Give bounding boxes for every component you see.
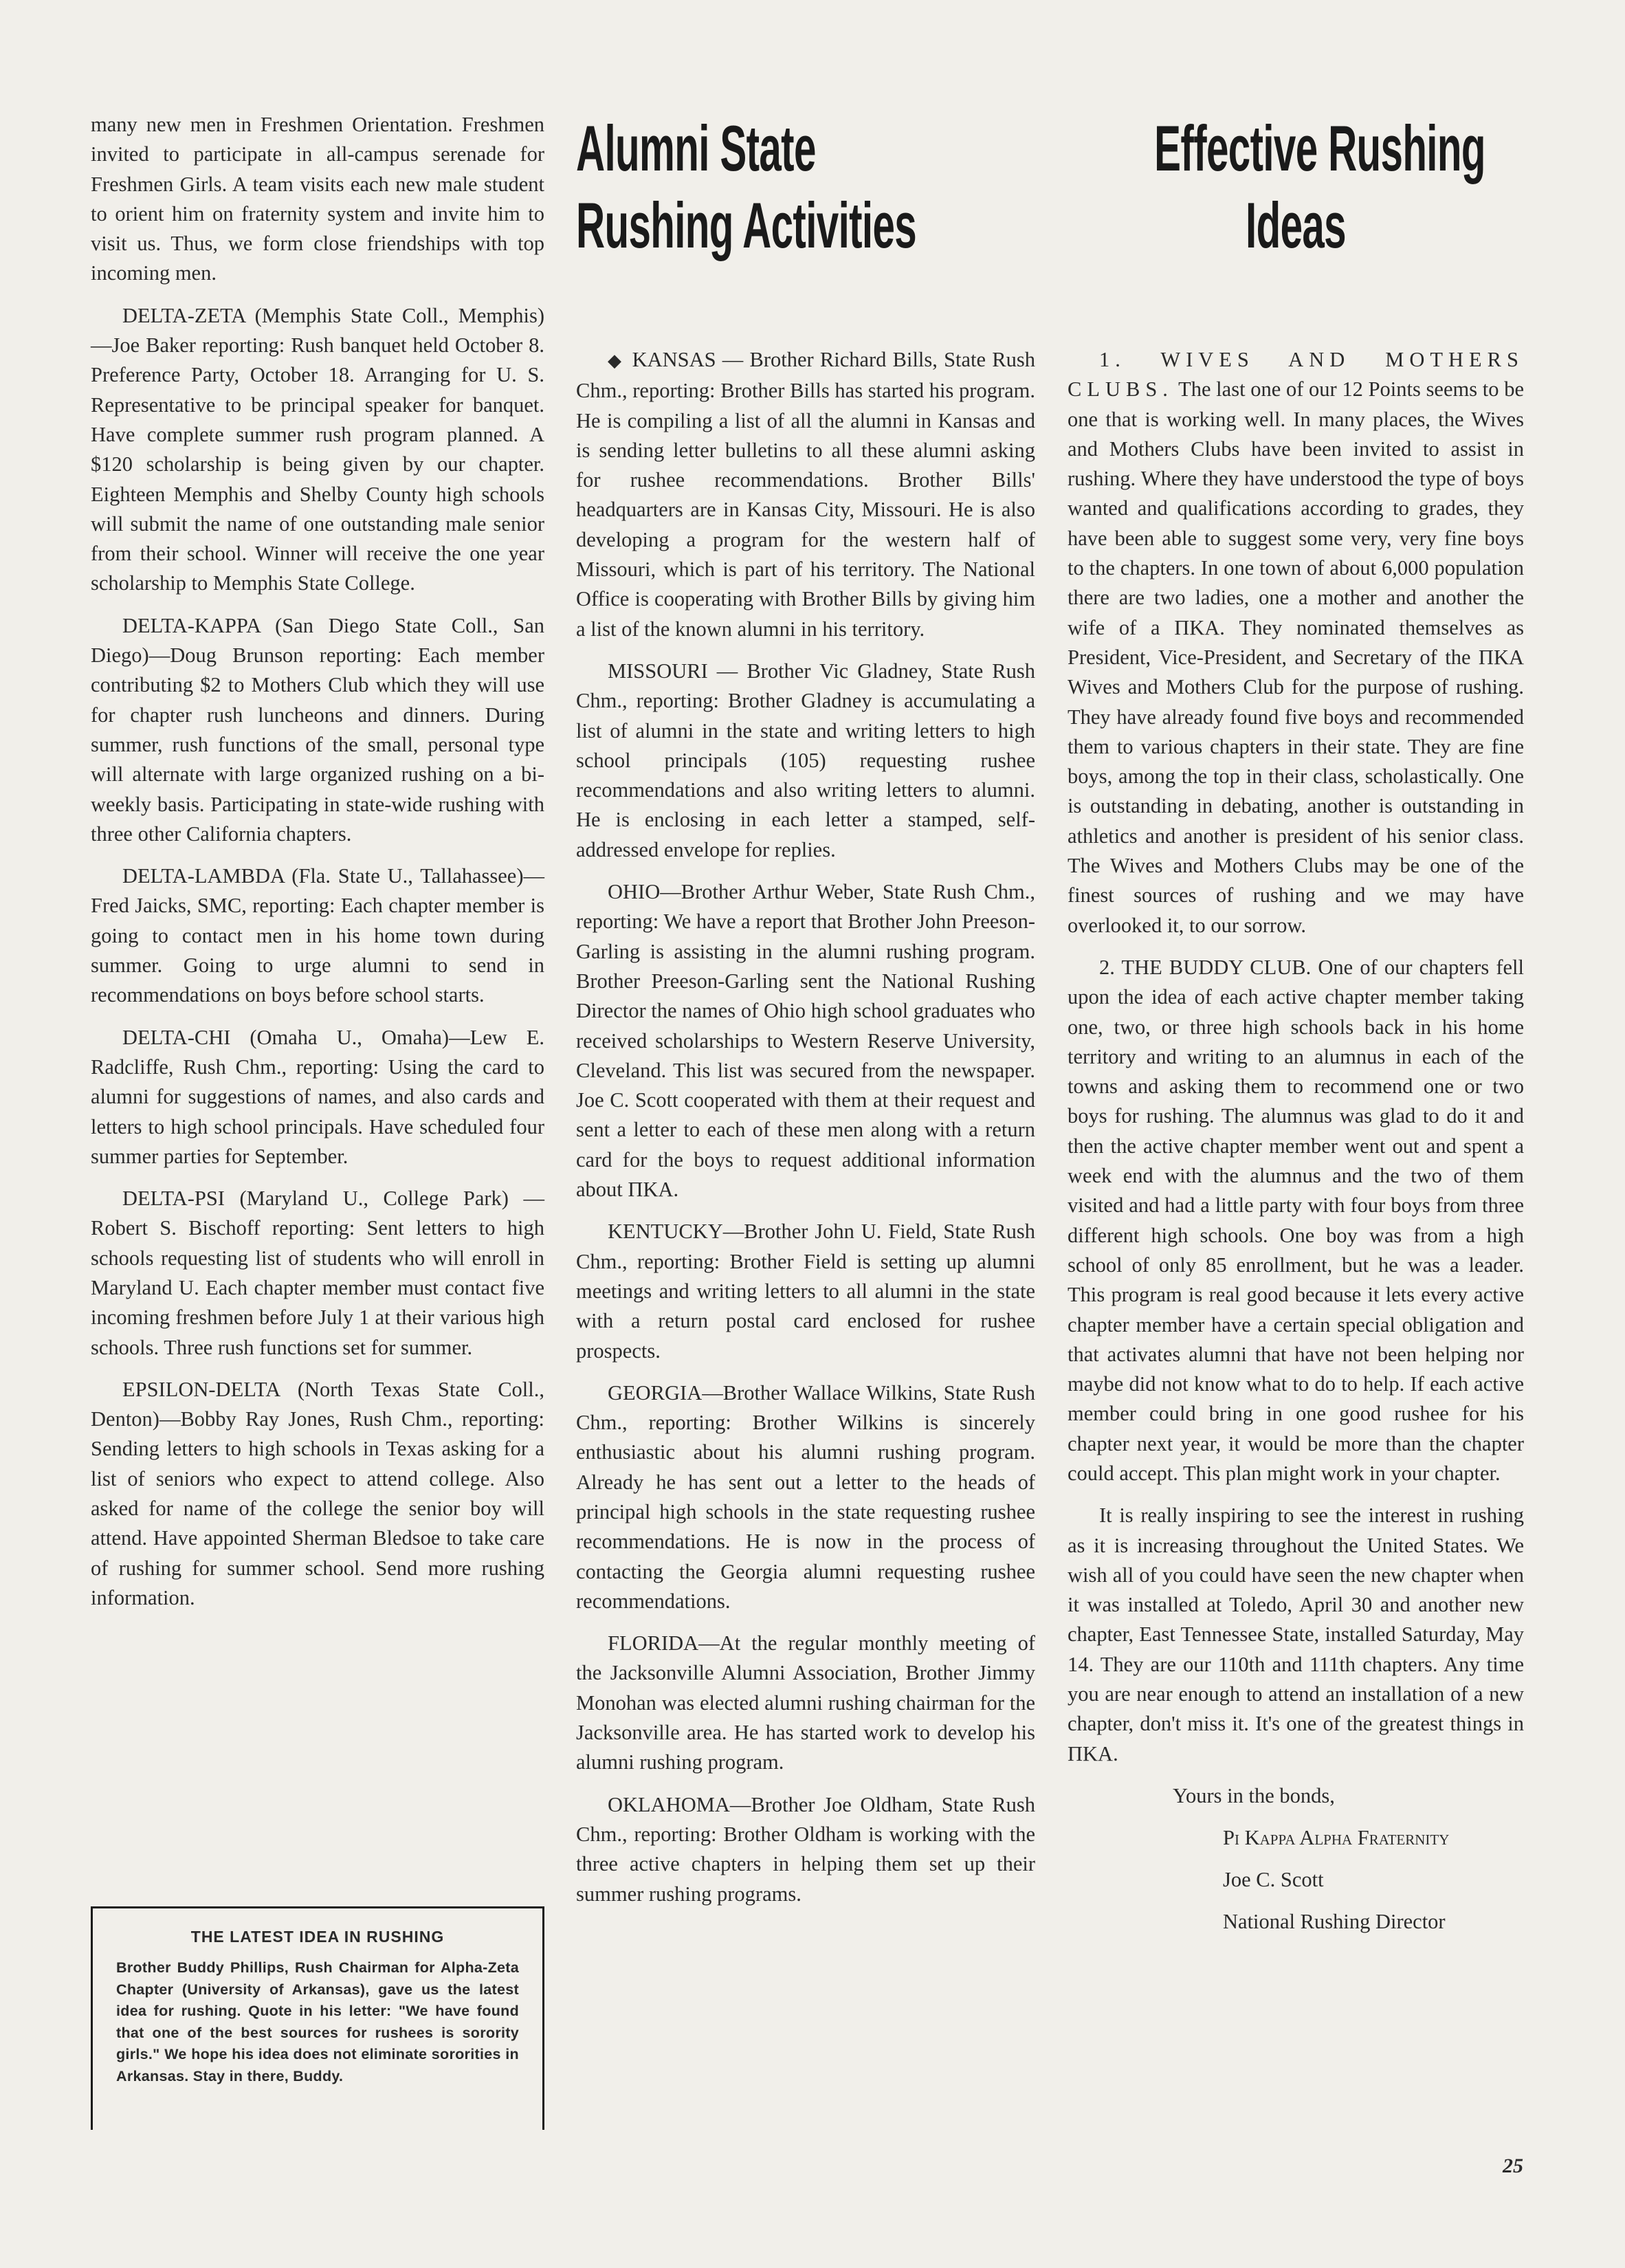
- headline-line-1: Effective Rushing: [1154, 112, 1485, 184]
- paragraph-oklahoma: OKLAHOMA—Brother Joe Oldham, State Rush Chm., reporting: Brother Oldham is working with the three active chapters in helping them set up their summer rushing programs.: [576, 1792, 1035, 1906]
- paragraph-buddy-club: [1068, 953, 1524, 1488]
- buddy-club-heading: 2. THE BUDDY CLUB.: [1099, 955, 1312, 979]
- buddy-club-text: One of our chapters fell upon the idea of each active chapter member taking one, two, or three high schools back in his home territory and writing to an alumnus in each of the towns and asking them to recommend one or two boys for rushing. The alumnus was glad to do it and then the active chapter member went out and spent a week end with the alumnus and the two of them visited and had a little party with four boys from three different high schools. One boy was from a high school of only 85 enrollment, but he was a leader. This program is real good because it lets every active chapter member have a certain special obligation and that activates alumni that have not been helping nor maybe did not know what to do to help. If each active member could bring in one good rushee for his chapter next year, it would be more than the chapter could accept. This plan might work in your chapter.: [1068, 955, 1524, 1485]
- headline-line-1: Alumni State: [576, 112, 816, 184]
- headline-line-2: Ideas: [1246, 189, 1346, 261]
- column-middle: [576, 110, 1035, 1922]
- latest-idea-callout-box: [91, 1906, 544, 2130]
- signature-organization: Pi Kappa Alpha Fraternity: [1223, 1826, 1450, 1850]
- paragraph-delta-chi: DELTA-CHI (Omaha U., Omaha)—Lew E. Radcliffe, Rush Chm., reporting: Using the card to alumni for suggestions of names, and also cards and letters to high school principals. Have scheduled four summer parties for September.: [91, 1025, 544, 1168]
- paragraph-epsilon-delta: EPSILON-DELTA (North Texas State Coll., Denton)—Bobby Ray Jones, Rush Chm., reporting: Sending letters to high schools in Texas asking for a list of seniors who expect to attend college. Also asked for name of the college the senior boy will attend. Have appointed Sherman Bledsoe to take care of rushing for summer school. Send more rushing information.: [91, 1377, 544, 1609]
- paragraph-kentucky: KENTUCKY—Brother John U. Field, State Rush Chm., reporting: Brother Field is setting up alumni meetings and writing letters to all alumni in the state with a return postal card enclosed for rushee prospects.: [576, 1220, 1035, 1363]
- kansas-text: KANSAS — Brother Richard Bills, State Rush Chm., reporting: Brother Bills has started his program. He is compiling a list of all the alumni in Kansas and is sending letter bulletins to all these alumni asking for rushee recommendations. Brother Bills' headquarters are in Kansas City, Missouri. He is also developing a program for the western half of Missouri, which is part of his territory. The National Office is cooperating with Brother Bills by giving him a list of the known alumni in his territory.: [576, 348, 1035, 641]
- paragraph-delta-lambda: DELTA-LAMBDA (Fla. State U., Tallahassee)—Fred Jaicks, SMC, reporting: Each chapter member is going to contact men in his home town during summer. Going to urge alumni to send in recommendations on boys before school starts.: [91, 864, 544, 1007]
- paragraph-freshmen-orientation: many new men in Freshmen Orientation. Freshmen invited to participate in all-campus serenade for Freshmen Girls. A team visits each new male student to orient him on fraternity system and invite him to visit us. Thus, we form close friendships with top incoming men.: [91, 113, 544, 285]
- callout-title: THE LATEST IDEA IN RUSHING: [190, 1928, 445, 1946]
- paragraph-florida: FLORIDA—At the regular monthly meeting of the Jacksonville Alumni Association, Brother Jimmy Monohan was elected alumni rushing chairman for the Jacksonville area. He has started work to develop his alumni rushing program.: [576, 1631, 1035, 1774]
- closing-salutation: Yours in the bonds,: [1173, 1783, 1335, 1807]
- paragraph-kansas: [576, 345, 1035, 644]
- paragraph-ohio: OHIO—Brother Arthur Weber, State Rush Chm., reporting: We have a report that Brother John Preeson-Garling is assisting in the alumni rushing program. Brother Preeson-Garling sent the National Rushing Director the names of Ohio high school graduates who received scholarships to Western Reserve University, Cleveland. This list was secured from the newspaper. Joe C. Scott cooperated with them at their request and sent a letter to each of these men along with a return card for the boys to request additional information about ΠΚΑ.: [576, 880, 1035, 1202]
- signature-name: Joe C. Scott: [1223, 1868, 1324, 1892]
- paragraph-delta-kappa: DELTA-KAPPA (San Diego State Coll., San Diego)—Doug Brunson reporting: Each member contributing $2 to Mothers Club which they will use for chapter rush luncheons and dinners. During summer, rush functions of the small, personal type will alternate with large organized rushing on a bi-weekly basis. Participating in state-wide rushing with three other California chapters.: [91, 613, 544, 846]
- paragraph-closing: It is really inspiring to see the interest in rushing as it is increasing throughout the United States. We wish all of you could have seen the new chapter when it was installed at Toledo, April 30 and another new chapter, East Tennessee State, installed Saturday, May 14. They are our 110th and 111th chapters. Any time you are near enough to attend an installation of a new chapter, don't miss it. It's one of the greatest things in ΠΚΑ.: [1068, 1504, 1524, 1765]
- headline-line-2: Rushing Activities: [576, 189, 917, 261]
- column-right: [1068, 110, 1524, 1949]
- callout-body: Brother Buddy Phillips, Rush Chairman for Alpha-Zeta Chapter (University of Arkansas), gave us the latest idea for rushing. Quote in his letter: "We have found that one of the best sources for rushees is sorority girls." We hope his idea does not eliminate sororities in Arkansas. Stay in there, Buddy.: [116, 1959, 519, 2084]
- paragraph-delta-zeta: DELTA-ZETA (Memphis State Coll., Memphis)—Joe Baker reporting: Rush banquet held October 8. Preference Party, October 18. Arranging for U. S. Representative to be principal speaker for banquet. Have complete summer rush program planned. A $120 scholarship is being given by our chapter. Eighteen Memphis and Shelby County high schools will submit the name of one outstanding male senior from their school. Winner will receive the one year scholarship to Memphis State College.: [91, 303, 544, 595]
- column-left: [91, 110, 544, 1625]
- paragraph-georgia: GEORGIA—Brother Wallace Wilkins, State Rush Chm., reporting: Brother Wilkins is sincerely enthusiastic about his alumni rushing program. Already he has sent out a letter to the heads of principal high schools in the state requesting rushee recommendations. He is now in the process of contacting the Georgia alumni requesting rushee recommendations.: [576, 1380, 1035, 1613]
- effective-rushing-headline: [1068, 110, 1524, 282]
- paragraph-missouri: MISSOURI — Brother Vic Gladney, State Rush Chm., reporting: Brother Gladney is accumulating a list of alumni in the state and writing letters to high school principals (105) requesting rushee recommendations and also writing letters to alumni. He is enclosing in each letter a stamped, self-addressed envelope for replies.: [576, 659, 1035, 861]
- paragraph-wives-mothers-clubs: [1068, 345, 1524, 940]
- signature-title: National Rushing Director: [1223, 1910, 1446, 1934]
- paragraph-delta-psi: DELTA-PSI (Maryland U., College Park) — Robert S. Bischoff reporting: Sent letters to high schools requesting list of students who will enroll in Maryland U. Each chapter member must contact five incoming freshmen before July 1 at their various high schools. Three rush functions set for summer.: [91, 1187, 544, 1359]
- alumni-state-headline: [576, 110, 1035, 282]
- page-number: 25: [1503, 2155, 1523, 2177]
- wives-mothers-text: The last one of our 12 Points seems to be one that is working well. In many places, the Wives and Mothers Clubs have been invited to assist in rushing. Where they have understood the type of boys wanted and qualifications according to grades, they have been able to suggest some very, very fine boys to the chapters. In one town of about 6,000 population there are two ladies, one a mother and another the wife of a ΠΚΑ. They nominated themselves as President, Vice-President, and Secretary of the ΠΚΑ Wives and Mothers Club for the purpose of rushing. They have already found five boys and recommended them to various chapters in their state. They are fine boys, among the top in their class, scholastically. One is outstanding in debating, another is outstanding in athletics and another is president of his senior class. The Wives and Mothers Clubs may be one of the finest sources of rushing and we may have overlooked it, to our sorrow.: [1068, 377, 1524, 937]
- wives-mothers-heading: 1. WIVES AND MOTHERS CLUBS.: [1068, 348, 1524, 401]
- diamond-bullet-icon: ◆: [608, 351, 623, 371]
